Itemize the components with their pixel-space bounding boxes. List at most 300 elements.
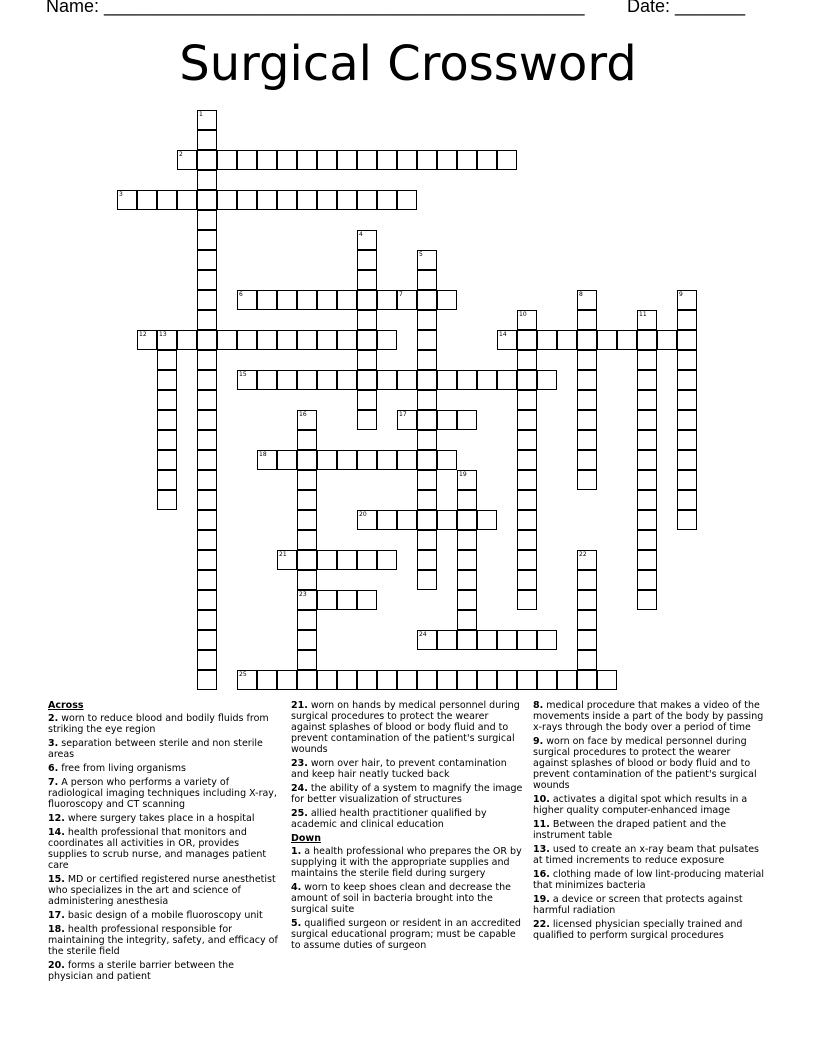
grid-cell[interactable] — [637, 310, 657, 330]
grid-cell[interactable] — [257, 190, 277, 210]
grid-cell[interactable] — [437, 410, 457, 430]
across-clue-3: 3. separation between sterile and non sterile areas — [48, 738, 263, 760]
grid-cell[interactable] — [677, 470, 697, 490]
grid-cell[interactable] — [157, 350, 177, 370]
grid-cell[interactable] — [377, 330, 397, 350]
across-clue-17: 17. basic design of a mobile fluoroscopy unit — [48, 910, 263, 921]
grid-cell[interactable] — [577, 410, 597, 430]
across-clue-20: 20. forms a sterile barrier between the physician and patient — [48, 960, 234, 982]
grid-cell[interactable] — [577, 390, 597, 410]
grid-cell[interactable] — [417, 410, 437, 430]
clue-number-13: 13 — [159, 331, 167, 338]
grid-cell[interactable] — [297, 590, 317, 610]
grid-cell[interactable] — [517, 530, 537, 550]
grid-cell[interactable] — [417, 490, 437, 510]
grid-cell[interactable] — [677, 490, 697, 510]
grid-cell[interactable] — [257, 150, 277, 170]
grid-cell[interactable] — [297, 550, 317, 570]
grid-cell[interactable] — [417, 530, 437, 550]
grid-cell[interactable] — [157, 450, 177, 470]
across-clue-25: 25. allied health practitioner qualified by academic and clinical education — [291, 808, 487, 830]
grid-cell[interactable] — [637, 370, 657, 390]
grid-cell[interactable] — [577, 290, 597, 310]
grid-cell[interactable] — [457, 570, 477, 590]
grid-cell[interactable] — [277, 150, 297, 170]
grid-cell[interactable] — [677, 350, 697, 370]
clue-number-3: 3 — [119, 191, 123, 198]
grid-cell[interactable] — [477, 670, 497, 690]
grid-cell[interactable] — [257, 450, 277, 470]
grid-cell[interactable] — [177, 330, 197, 350]
grid-cell[interactable] — [277, 290, 297, 310]
grid-cell[interactable] — [637, 510, 657, 530]
grid-cell[interactable] — [357, 370, 377, 390]
grid-cell[interactable] — [297, 330, 317, 350]
grid-cell[interactable] — [137, 190, 157, 210]
grid-cell[interactable] — [237, 330, 257, 350]
grid-cell[interactable] — [197, 510, 217, 530]
clue-number-7: 7 — [399, 291, 403, 298]
down-clue-list — [291, 846, 523, 951]
grid-cell[interactable] — [477, 510, 497, 530]
grid-cell[interactable] — [457, 490, 477, 510]
grid-cell[interactable] — [417, 150, 437, 170]
grid-cell[interactable] — [497, 630, 517, 650]
grid-cell[interactable] — [457, 530, 477, 550]
grid-cell[interactable] — [637, 490, 657, 510]
grid-cell[interactable] — [477, 150, 497, 170]
grid-cell[interactable] — [577, 330, 597, 350]
grid-cell[interactable] — [317, 190, 337, 210]
grid-cell[interactable] — [637, 590, 657, 610]
grid-cell[interactable] — [197, 310, 217, 330]
grid-cell[interactable] — [337, 190, 357, 210]
grid-cell[interactable] — [197, 590, 217, 610]
grid-cell[interactable] — [437, 150, 457, 170]
grid-cell[interactable] — [257, 330, 277, 350]
grid-cell[interactable] — [377, 370, 397, 390]
grid-cell[interactable] — [197, 550, 217, 570]
grid-cell[interactable] — [557, 330, 577, 350]
grid-cell[interactable] — [517, 450, 537, 470]
grid-cell[interactable] — [577, 370, 597, 390]
grid-cell[interactable] — [337, 330, 357, 350]
grid-cell[interactable] — [397, 670, 417, 690]
grid-cell[interactable] — [497, 370, 517, 390]
down-clue-10: 10. activates a digital spot which results in a higher quality computer-enhanced image — [533, 794, 748, 816]
grid-cell[interactable] — [297, 510, 317, 530]
grid-cell[interactable] — [517, 490, 537, 510]
grid-cell[interactable] — [357, 310, 377, 330]
grid-cell[interactable] — [197, 290, 217, 310]
down-clue-1: 1. a health professional who prepares the OR by supplying it with the appropriate supplies and maintains the sterile field during surgery — [291, 846, 522, 879]
grid-cell[interactable] — [417, 390, 437, 410]
grid-cell[interactable] — [337, 290, 357, 310]
grid-cell[interactable] — [117, 190, 137, 210]
grid-cell[interactable] — [197, 630, 217, 650]
grid-cell[interactable] — [677, 430, 697, 450]
grid-cell[interactable] — [637, 530, 657, 550]
across-clue-12: 12. where surgery takes place in a hospital — [48, 813, 255, 824]
grid-cell[interactable] — [297, 530, 317, 550]
grid-cell[interactable] — [157, 370, 177, 390]
grid-cell[interactable] — [537, 370, 557, 390]
grid-cell[interactable] — [197, 270, 217, 290]
clue-number-8: 8 — [579, 291, 583, 298]
grid-cell[interactable] — [337, 450, 357, 470]
grid-cell[interactable] — [357, 550, 377, 570]
grid-cell[interactable] — [517, 670, 537, 690]
down-clue-9: 9. worn on face by medical personnel during surgical procedures to protect the wearer against splashes of blood or body fluid and to prevent contamination of the patient's surgical wounds — [533, 736, 757, 791]
clue-number-18: 18 — [259, 451, 267, 458]
grid-cell[interactable] — [297, 410, 317, 430]
grid-cell[interactable] — [497, 150, 517, 170]
grid-cell[interactable] — [157, 390, 177, 410]
grid-cell[interactable] — [417, 470, 437, 490]
grid-cell[interactable] — [377, 550, 397, 570]
grid-cell[interactable] — [197, 210, 217, 230]
grid-cell[interactable] — [297, 430, 317, 450]
grid-cell[interactable] — [297, 490, 317, 510]
grid-cell[interactable] — [637, 330, 657, 350]
grid-cell[interactable] — [477, 370, 497, 390]
grid-cell[interactable] — [677, 510, 697, 530]
grid-cell[interactable] — [197, 530, 217, 550]
grid-cell[interactable] — [677, 390, 697, 410]
grid-cell[interactable] — [277, 330, 297, 350]
grid-cell[interactable] — [577, 590, 597, 610]
grid-cell[interactable] — [177, 190, 197, 210]
clue-number-23: 23 — [299, 591, 307, 598]
grid-cell[interactable] — [677, 410, 697, 430]
grid-cell[interactable] — [297, 370, 317, 390]
grid-cell[interactable] — [277, 450, 297, 470]
grid-cell[interactable] — [677, 310, 697, 330]
grid-cell[interactable] — [517, 470, 537, 490]
grid-cell[interactable] — [197, 650, 217, 670]
grid-cell[interactable] — [517, 630, 537, 650]
down-clue-19: 19. a device or screen that protects against harmful radiation — [533, 894, 743, 916]
grid-cell[interactable] — [197, 450, 217, 470]
down-clue-5: 5. qualified surgeon or resident in an accredited surgical educational program; must be capable to assume duties of surgeon — [291, 918, 521, 951]
grid-cell[interactable] — [517, 570, 537, 590]
grid-cell[interactable] — [277, 370, 297, 390]
grid-cell[interactable] — [317, 450, 337, 470]
grid-cell[interactable] — [157, 410, 177, 430]
grid-cell[interactable] — [437, 370, 457, 390]
across-clue-7: 7. A person who performs a variety of radiological imaging techniques including X-ray, fluoroscopy and CT scanning — [48, 777, 277, 810]
grid-cell[interactable] — [677, 370, 697, 390]
grid-cell[interactable] — [377, 670, 397, 690]
grid-cell[interactable] — [397, 370, 417, 390]
grid-cell[interactable] — [417, 670, 437, 690]
date-field-label[interactable]: Date: _______ — [627, 0, 746, 16]
across-clue-15: 15. MD or certified registered nurse anesthetist who specializes in the art and science of administering anesthesia — [48, 874, 276, 907]
grid-cell[interactable] — [357, 330, 377, 350]
grid-cell[interactable] — [517, 370, 537, 390]
grid-cell[interactable] — [577, 610, 597, 630]
grid-cell[interactable] — [337, 150, 357, 170]
grid-cell[interactable] — [577, 570, 597, 590]
grid-cell[interactable] — [637, 570, 657, 590]
grid-cell[interactable] — [517, 330, 537, 350]
grid-cell[interactable] — [377, 510, 397, 530]
grid-cell[interactable] — [357, 350, 377, 370]
grid-cell[interactable] — [597, 670, 617, 690]
grid-cell[interactable] — [417, 290, 437, 310]
grid-cell[interactable] — [357, 150, 377, 170]
grid-cell[interactable] — [297, 190, 317, 210]
grid-cell[interactable] — [197, 330, 217, 350]
name-field-label[interactable]: Name: ________________________________________________ — [46, 0, 585, 16]
grid-cell[interactable] — [137, 330, 157, 350]
grid-cell[interactable] — [157, 330, 177, 350]
grid-cell[interactable] — [357, 590, 377, 610]
grid-cell[interactable] — [417, 450, 437, 470]
grid-cell[interactable] — [197, 190, 217, 210]
down-clue-4: 4. worn to keep shoes clean and decrease the amount of soil in bacteria brought into the surgical suite — [291, 882, 511, 915]
clue-number-14: 14 — [499, 331, 507, 338]
grid-cell[interactable] — [357, 190, 377, 210]
clue-number-10: 10 — [519, 311, 527, 318]
grid-cell[interactable] — [237, 290, 257, 310]
grid-cell[interactable] — [277, 550, 297, 570]
grid-cell[interactable] — [317, 330, 337, 350]
grid-cell[interactable] — [377, 150, 397, 170]
grid-cell[interactable] — [197, 570, 217, 590]
grid-cell[interactable] — [297, 470, 317, 490]
grid-cell[interactable] — [237, 670, 257, 690]
grid-cell[interactable] — [677, 330, 697, 350]
grid-cell[interactable] — [217, 150, 237, 170]
grid-cell[interactable] — [417, 570, 437, 590]
grid-cell[interactable] — [577, 450, 597, 470]
grid-cell[interactable] — [197, 130, 217, 150]
grid-cell[interactable] — [257, 670, 277, 690]
grid-cell[interactable] — [217, 330, 237, 350]
grid-cell[interactable] — [417, 550, 437, 570]
grid-cell[interactable] — [277, 670, 297, 690]
clue-number-17: 17 — [399, 411, 407, 418]
grid-cell[interactable] — [297, 630, 317, 650]
grid-cell[interactable] — [577, 550, 597, 570]
grid-cell[interactable] — [637, 550, 657, 570]
grid-cell[interactable] — [597, 330, 617, 350]
grid-cell[interactable] — [297, 670, 317, 690]
grid-cell[interactable] — [457, 550, 477, 570]
grid-cell[interactable] — [417, 430, 437, 450]
grid-cell[interactable] — [197, 150, 217, 170]
clue-number-20: 20 — [359, 511, 367, 518]
grid-cell[interactable] — [197, 250, 217, 270]
grid-cell[interactable] — [357, 670, 377, 690]
grid-cell[interactable] — [197, 470, 217, 490]
grid-cell[interactable] — [557, 670, 577, 690]
grid-cell[interactable] — [377, 190, 397, 210]
grid-cell[interactable] — [577, 630, 597, 650]
grid-cell[interactable] — [157, 430, 177, 450]
grid-cell[interactable] — [357, 270, 377, 290]
grid-cell[interactable] — [637, 390, 657, 410]
grid-cell[interactable] — [337, 370, 357, 390]
grid-cell[interactable] — [197, 670, 217, 690]
grid-cell[interactable] — [617, 330, 637, 350]
grid-cell[interactable] — [337, 590, 357, 610]
grid-cell[interactable] — [217, 190, 237, 210]
grid-cell[interactable] — [337, 550, 357, 570]
grid-cell[interactable] — [297, 150, 317, 170]
grid-cell[interactable] — [197, 170, 217, 190]
grid-cell[interactable] — [517, 590, 537, 610]
grid-cell[interactable] — [297, 290, 317, 310]
grid-cell[interactable] — [357, 450, 377, 470]
grid-cell[interactable] — [197, 430, 217, 450]
grid-cell[interactable] — [197, 410, 217, 430]
grid-cell[interactable] — [637, 350, 657, 370]
grid-cell[interactable] — [297, 450, 317, 470]
grid-cell[interactable] — [437, 510, 457, 530]
grid-cell[interactable] — [357, 390, 377, 410]
grid-cell[interactable] — [237, 370, 257, 390]
grid-cell[interactable] — [517, 410, 537, 430]
grid-cell[interactable] — [157, 490, 177, 510]
grid-cell[interactable] — [517, 430, 537, 450]
grid-cell[interactable] — [417, 250, 437, 270]
grid-cell[interactable] — [377, 290, 397, 310]
down-clue-8: 8. medical procedure that makes a video of the movements inside a part of the body by passing x-rays through the body over a period of time — [533, 700, 764, 733]
grid-cell[interactable] — [457, 410, 477, 430]
grid-cell[interactable] — [537, 330, 557, 350]
grid-cell[interactable] — [397, 410, 417, 430]
grid-cell[interactable] — [197, 110, 217, 130]
across-heading: Across — [48, 700, 84, 711]
grid-cell[interactable] — [237, 190, 257, 210]
grid-cell[interactable] — [157, 470, 177, 490]
grid-cell[interactable] — [417, 330, 437, 350]
down-clue-16: 16. clothing made of low lint-producing material that minimizes bacteria — [533, 869, 765, 891]
grid-cell[interactable] — [237, 150, 257, 170]
grid-cell[interactable] — [457, 150, 477, 170]
grid-cell[interactable] — [397, 290, 417, 310]
grid-cell[interactable] — [197, 610, 217, 630]
grid-cell[interactable] — [517, 390, 537, 410]
grid-cell[interactable] — [457, 370, 477, 390]
grid-cell[interactable] — [197, 350, 217, 370]
grid-cell[interactable] — [637, 450, 657, 470]
grid-cell[interactable] — [257, 370, 277, 390]
grid-cell[interactable] — [177, 150, 197, 170]
grid-cell[interactable] — [417, 270, 437, 290]
grid-cell[interactable] — [317, 550, 337, 570]
down-clue-11: 11. Between the draped patient and the instrument table — [533, 819, 727, 841]
grid-cell[interactable] — [517, 510, 537, 530]
grid-cell[interactable] — [437, 290, 457, 310]
grid-cell[interactable] — [637, 410, 657, 430]
grid-cell[interactable] — [457, 630, 477, 650]
grid-cell[interactable] — [197, 370, 217, 390]
grid-cell[interactable] — [577, 310, 597, 330]
grid-cell[interactable] — [577, 470, 597, 490]
grid-cell[interactable] — [317, 290, 337, 310]
clue-number-2: 2 — [179, 151, 183, 158]
grid-cell[interactable] — [497, 670, 517, 690]
grid-cell[interactable] — [537, 630, 557, 650]
grid-cell[interactable] — [357, 230, 377, 250]
clue-number-4: 4 — [359, 231, 363, 238]
grid-cell[interactable] — [577, 430, 597, 450]
grid-cell[interactable] — [577, 670, 597, 690]
grid-cell[interactable] — [417, 630, 437, 650]
grid-cell[interactable] — [657, 330, 677, 350]
grid-cell[interactable] — [537, 670, 557, 690]
grid-cell[interactable] — [297, 610, 317, 630]
clues-column-1 — [48, 700, 280, 985]
grid-cell[interactable] — [357, 290, 377, 310]
grid-cell[interactable] — [297, 650, 317, 670]
grid-cell[interactable] — [317, 590, 337, 610]
grid-cell[interactable] — [397, 190, 417, 210]
grid-cell[interactable] — [417, 310, 437, 330]
down-clue-22: 22. licensed physician specially trained and qualified to perform surgical procedures — [533, 919, 743, 941]
grid-cell[interactable] — [297, 570, 317, 590]
grid-cell[interactable] — [637, 470, 657, 490]
grid-cell[interactable] — [377, 450, 397, 470]
grid-cell[interactable] — [197, 490, 217, 510]
grid-cell[interactable] — [437, 630, 457, 650]
grid-cell[interactable] — [677, 450, 697, 470]
grid-cell[interactable] — [497, 330, 517, 350]
grid-cell[interactable] — [357, 510, 377, 530]
grid-cell[interactable] — [457, 670, 477, 690]
grid-cell[interactable] — [397, 450, 417, 470]
down-clue-13: 13. used to create an x-ray beam that pulsates at timed increments to reduce exposure — [533, 844, 760, 866]
grid-cell[interactable] — [317, 370, 337, 390]
grid-cell[interactable] — [197, 230, 217, 250]
grid-cell[interactable] — [437, 670, 457, 690]
grid-cell[interactable] — [677, 290, 697, 310]
grid-cell[interactable] — [357, 410, 377, 430]
grid-cell[interactable] — [457, 590, 477, 610]
grid-cell[interactable] — [317, 670, 337, 690]
clue-number-22: 22 — [579, 551, 587, 558]
grid-cell[interactable] — [457, 610, 477, 630]
grid-cell[interactable] — [637, 430, 657, 450]
grid-cell[interactable] — [457, 510, 477, 530]
grid-cell[interactable] — [277, 190, 297, 210]
grid-cell[interactable] — [577, 650, 597, 670]
grid-cell[interactable] — [457, 470, 477, 490]
grid-cell[interactable] — [397, 510, 417, 530]
grid-cell[interactable] — [257, 290, 277, 310]
grid-cell[interactable] — [197, 390, 217, 410]
grid-cell[interactable] — [517, 550, 537, 570]
grid-cell[interactable] — [417, 510, 437, 530]
grid-cell[interactable] — [477, 630, 497, 650]
grid-cell[interactable] — [577, 350, 597, 370]
grid-cell[interactable] — [157, 190, 177, 210]
grid-cell[interactable] — [357, 250, 377, 270]
grid-cell[interactable] — [417, 350, 437, 370]
grid-cell[interactable] — [517, 310, 537, 330]
grid-cell[interactable] — [437, 450, 457, 470]
grid-cell[interactable] — [317, 150, 337, 170]
grid-cell[interactable] — [417, 370, 437, 390]
grid-cell[interactable] — [397, 150, 417, 170]
clue-number-19: 19 — [459, 471, 467, 478]
grid-cell[interactable] — [517, 350, 537, 370]
grid-cell[interactable] — [337, 670, 357, 690]
across-clue-23: 23. worn over hair, to prevent contamination and keep hair neatly tucked back — [291, 758, 507, 780]
